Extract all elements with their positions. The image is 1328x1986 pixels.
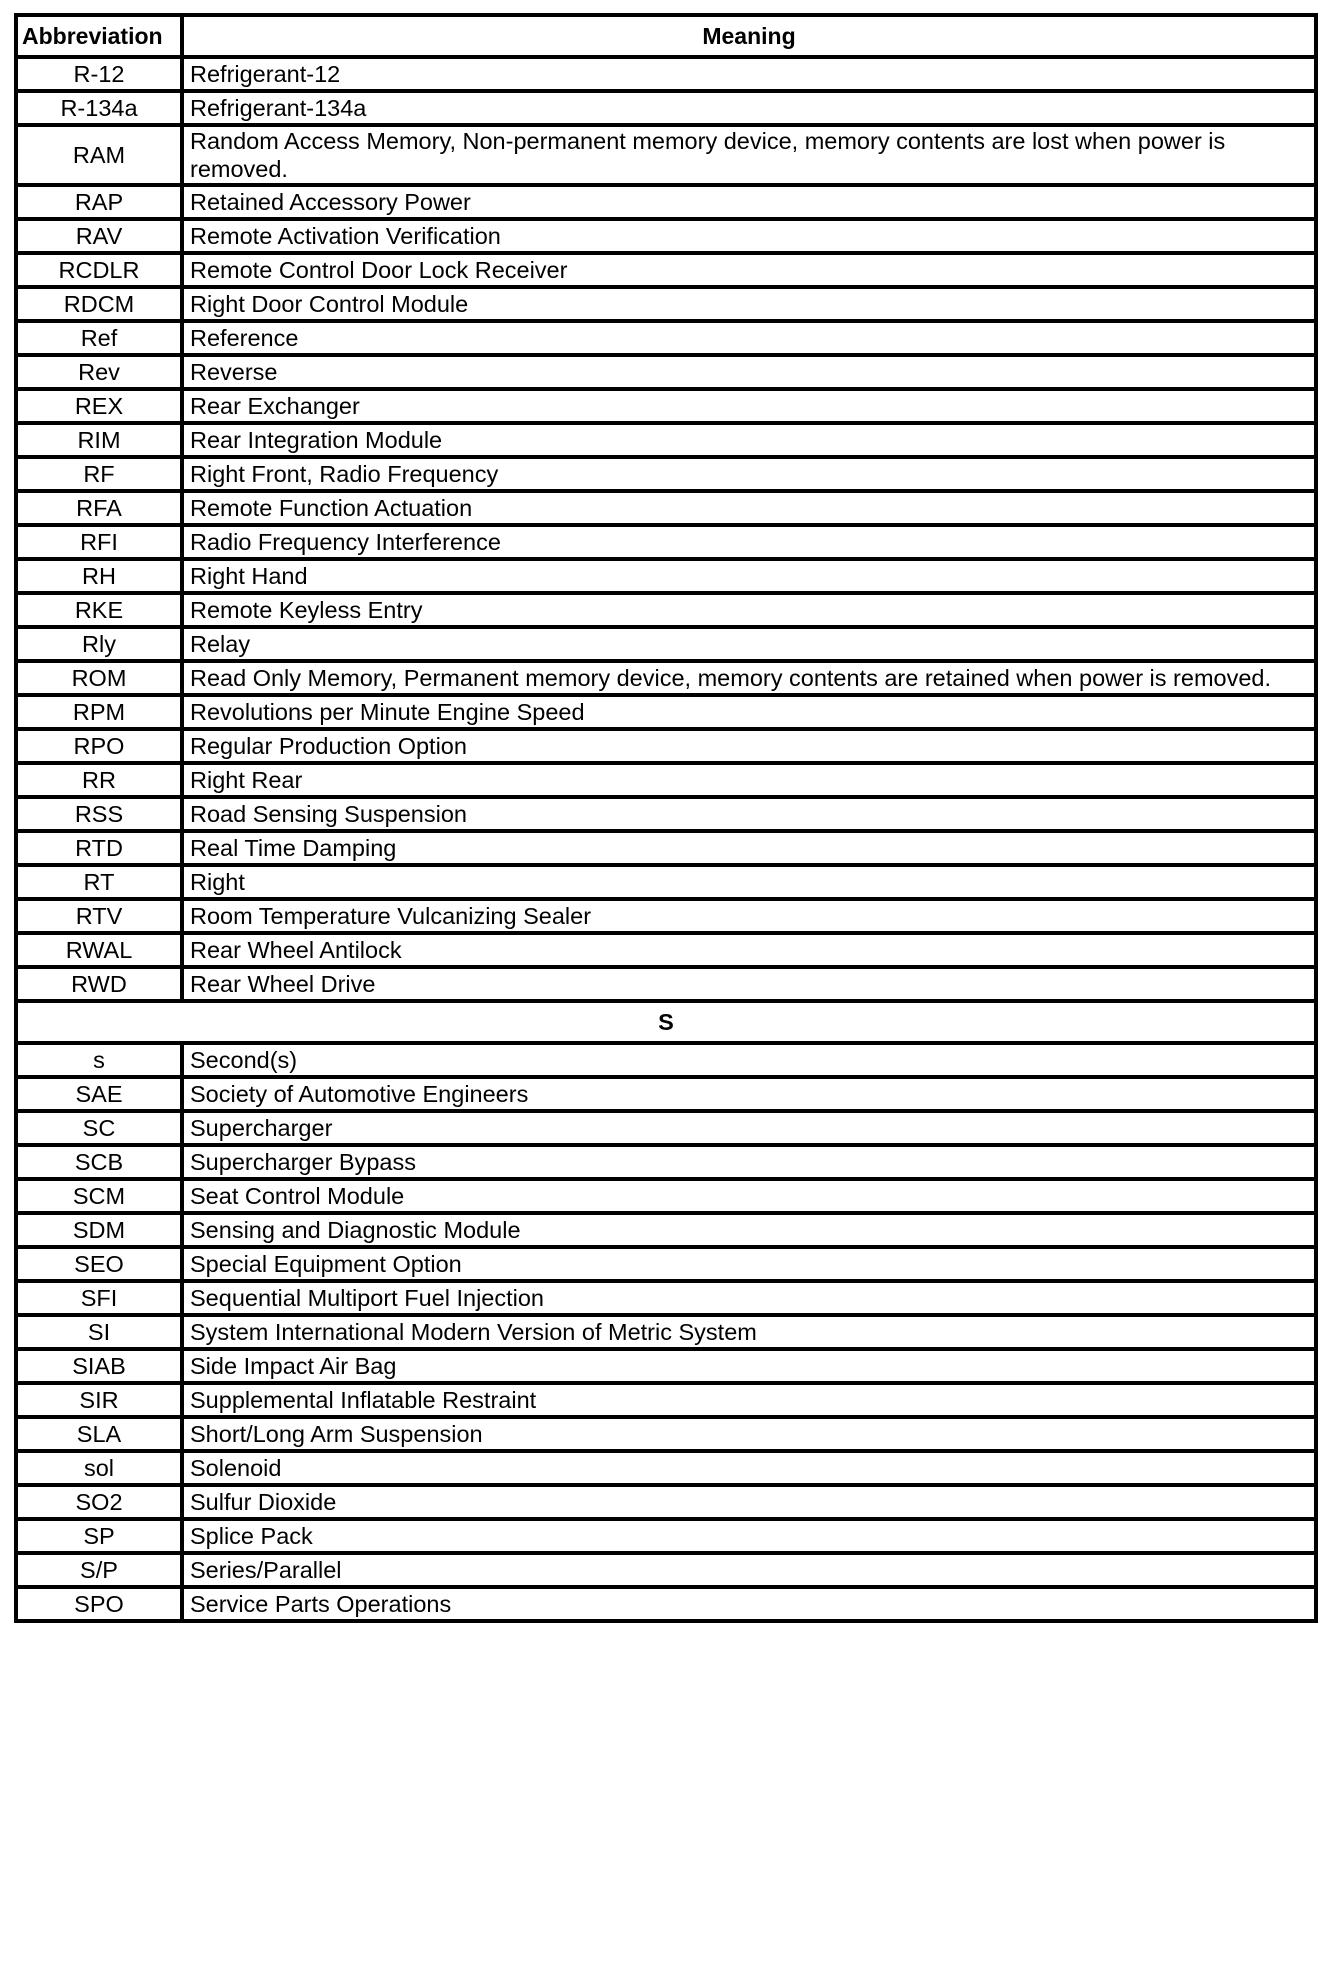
meaning-cell: Remote Keyless Entry (182, 593, 1316, 627)
meaning-cell: Solenoid (182, 1451, 1316, 1485)
meaning-cell: Regular Production Option (182, 729, 1316, 763)
abbreviations-table (14, 13, 1318, 1623)
table-row (16, 57, 1316, 91)
table-row (16, 1179, 1316, 1213)
table-row (16, 1043, 1316, 1077)
abbreviation-cell: RT (16, 865, 182, 899)
meaning-cell: Refrigerant-134a (182, 91, 1316, 125)
section-header: S (16, 1001, 1316, 1043)
meaning-cell: Revolutions per Minute Engine Speed (182, 695, 1316, 729)
abbreviation-cell: REX (16, 389, 182, 423)
abbreviation-cell: SDM (16, 1213, 182, 1247)
abbreviation-cell: RWD (16, 967, 182, 1001)
abbreviation-cell: RTV (16, 899, 182, 933)
table-row (16, 253, 1316, 287)
meaning-cell: Read Only Memory, Permanent memory device, memory contents are retained when power is removed. (182, 661, 1316, 695)
table-row (16, 1553, 1316, 1587)
meaning-cell: Room Temperature Vulcanizing Sealer (182, 899, 1316, 933)
table-row (16, 899, 1316, 933)
abbreviation-cell: RPM (16, 695, 182, 729)
meaning-cell: Remote Activation Verification (182, 219, 1316, 253)
meaning-cell: System International Modern Version of Metric System (182, 1315, 1316, 1349)
table-row (16, 185, 1316, 219)
table-row (16, 1485, 1316, 1519)
table-row (16, 423, 1316, 457)
table-row (16, 1247, 1316, 1281)
table-row (16, 729, 1316, 763)
table-row (16, 355, 1316, 389)
table-row (16, 559, 1316, 593)
table-row (16, 125, 1316, 185)
meaning-cell: Rear Wheel Antilock (182, 933, 1316, 967)
meaning-cell: Sequential Multiport Fuel Injection (182, 1281, 1316, 1315)
table-row (16, 1519, 1316, 1553)
abbreviation-cell: SCB (16, 1145, 182, 1179)
abbreviation-cell: ROM (16, 661, 182, 695)
table-row (16, 1077, 1316, 1111)
meaning-cell: Radio Frequency Interference (182, 525, 1316, 559)
table-row (16, 1451, 1316, 1485)
meaning-cell: Right Door Control Module (182, 287, 1316, 321)
table-row (16, 695, 1316, 729)
table-row (16, 627, 1316, 661)
abbreviation-cell: R-12 (16, 57, 182, 91)
meaning-cell: Seat Control Module (182, 1179, 1316, 1213)
table-row (16, 1587, 1316, 1621)
abbreviation-cell: SCM (16, 1179, 182, 1213)
table-header-row (16, 15, 1316, 57)
table-row (16, 797, 1316, 831)
meaning-cell: Retained Accessory Power (182, 185, 1316, 219)
meaning-cell: Right Front, Radio Frequency (182, 457, 1316, 491)
abbreviation-cell: RDCM (16, 287, 182, 321)
abbreviation-cell: Rly (16, 627, 182, 661)
table-row (16, 967, 1316, 1001)
table-row (16, 91, 1316, 125)
abbreviation-cell: RPO (16, 729, 182, 763)
abbreviation-cell: RFA (16, 491, 182, 525)
abbreviation-cell: SC (16, 1111, 182, 1145)
meaning-cell: Right Hand (182, 559, 1316, 593)
table-row (16, 1213, 1316, 1247)
meaning-cell: Special Equipment Option (182, 1247, 1316, 1281)
table-row (16, 1383, 1316, 1417)
abbreviation-cell: s (16, 1043, 182, 1077)
abbreviation-cell: S/P (16, 1553, 182, 1587)
meaning-cell: Side Impact Air Bag (182, 1349, 1316, 1383)
table-row (16, 831, 1316, 865)
table-row (16, 287, 1316, 321)
abbreviation-cell: SPO (16, 1587, 182, 1621)
table-row (16, 1349, 1316, 1383)
abbreviation-cell: SIAB (16, 1349, 182, 1383)
table-row (16, 321, 1316, 355)
abbreviation-cell: RAV (16, 219, 182, 253)
meaning-cell: Real Time Damping (182, 831, 1316, 865)
abbreviation-cell: sol (16, 1451, 182, 1485)
abbreviation-cell: SAE (16, 1077, 182, 1111)
meaning-cell: Right Rear (182, 763, 1316, 797)
abbreviation-cell: RTD (16, 831, 182, 865)
table-row (16, 491, 1316, 525)
table-body (16, 57, 1316, 1621)
meaning-cell: Second(s) (182, 1043, 1316, 1077)
abbreviation-cell: RF (16, 457, 182, 491)
abbreviation-cell: SP (16, 1519, 182, 1553)
meaning-cell: Reverse (182, 355, 1316, 389)
abbreviation-cell: SEO (16, 1247, 182, 1281)
abbreviation-cell: Ref (16, 321, 182, 355)
abbreviation-cell: SIR (16, 1383, 182, 1417)
meaning-cell: Series/Parallel (182, 1553, 1316, 1587)
abbreviations-document (14, 13, 1314, 1623)
column-header-meaning: Meaning (182, 15, 1316, 57)
table-row (16, 1417, 1316, 1451)
table-row (16, 1315, 1316, 1349)
meaning-cell: Remote Control Door Lock Receiver (182, 253, 1316, 287)
table-row (16, 593, 1316, 627)
column-header-abbreviation: Abbreviation (16, 15, 182, 57)
meaning-cell: Rear Integration Module (182, 423, 1316, 457)
table-row (16, 865, 1316, 899)
section-header-row (16, 1001, 1316, 1043)
meaning-cell: Random Access Memory, Non-permanent memory device, memory contents are lost when power is removed. (182, 125, 1316, 185)
meaning-cell: Rear Exchanger (182, 389, 1316, 423)
abbreviation-cell: RFI (16, 525, 182, 559)
meaning-cell: Supplemental Inflatable Restraint (182, 1383, 1316, 1417)
meaning-cell: Remote Function Actuation (182, 491, 1316, 525)
abbreviation-cell: RCDLR (16, 253, 182, 287)
abbreviation-cell: R-134a (16, 91, 182, 125)
abbreviation-cell: SLA (16, 1417, 182, 1451)
abbreviation-cell: SFI (16, 1281, 182, 1315)
table-row (16, 525, 1316, 559)
meaning-cell: Rear Wheel Drive (182, 967, 1316, 1001)
abbreviation-cell: RSS (16, 797, 182, 831)
meaning-cell: Reference (182, 321, 1316, 355)
meaning-cell: Short/Long Arm Suspension (182, 1417, 1316, 1451)
abbreviation-cell: RIM (16, 423, 182, 457)
abbreviation-cell: RR (16, 763, 182, 797)
meaning-cell: Sulfur Dioxide (182, 1485, 1316, 1519)
table-row (16, 219, 1316, 253)
abbreviation-cell: RAM (16, 125, 182, 185)
meaning-cell: Sensing and Diagnostic Module (182, 1213, 1316, 1247)
meaning-cell: Supercharger (182, 1111, 1316, 1145)
abbreviation-cell: RWAL (16, 933, 182, 967)
table-row (16, 661, 1316, 695)
table-row (16, 1145, 1316, 1179)
abbreviation-cell: Rev (16, 355, 182, 389)
abbreviation-cell: RAP (16, 185, 182, 219)
abbreviation-cell: RKE (16, 593, 182, 627)
table-row (16, 1281, 1316, 1315)
table-row (16, 933, 1316, 967)
meaning-cell: Splice Pack (182, 1519, 1316, 1553)
abbreviation-cell: RH (16, 559, 182, 593)
meaning-cell: Refrigerant-12 (182, 57, 1316, 91)
table-row (16, 763, 1316, 797)
table-row (16, 389, 1316, 423)
meaning-cell: Society of Automotive Engineers (182, 1077, 1316, 1111)
table-row (16, 457, 1316, 491)
abbreviation-cell: SO2 (16, 1485, 182, 1519)
meaning-cell: Relay (182, 627, 1316, 661)
meaning-cell: Supercharger Bypass (182, 1145, 1316, 1179)
abbreviation-cell: SI (16, 1315, 182, 1349)
meaning-cell: Right (182, 865, 1316, 899)
meaning-cell: Road Sensing Suspension (182, 797, 1316, 831)
meaning-cell: Service Parts Operations (182, 1587, 1316, 1621)
table-row (16, 1111, 1316, 1145)
